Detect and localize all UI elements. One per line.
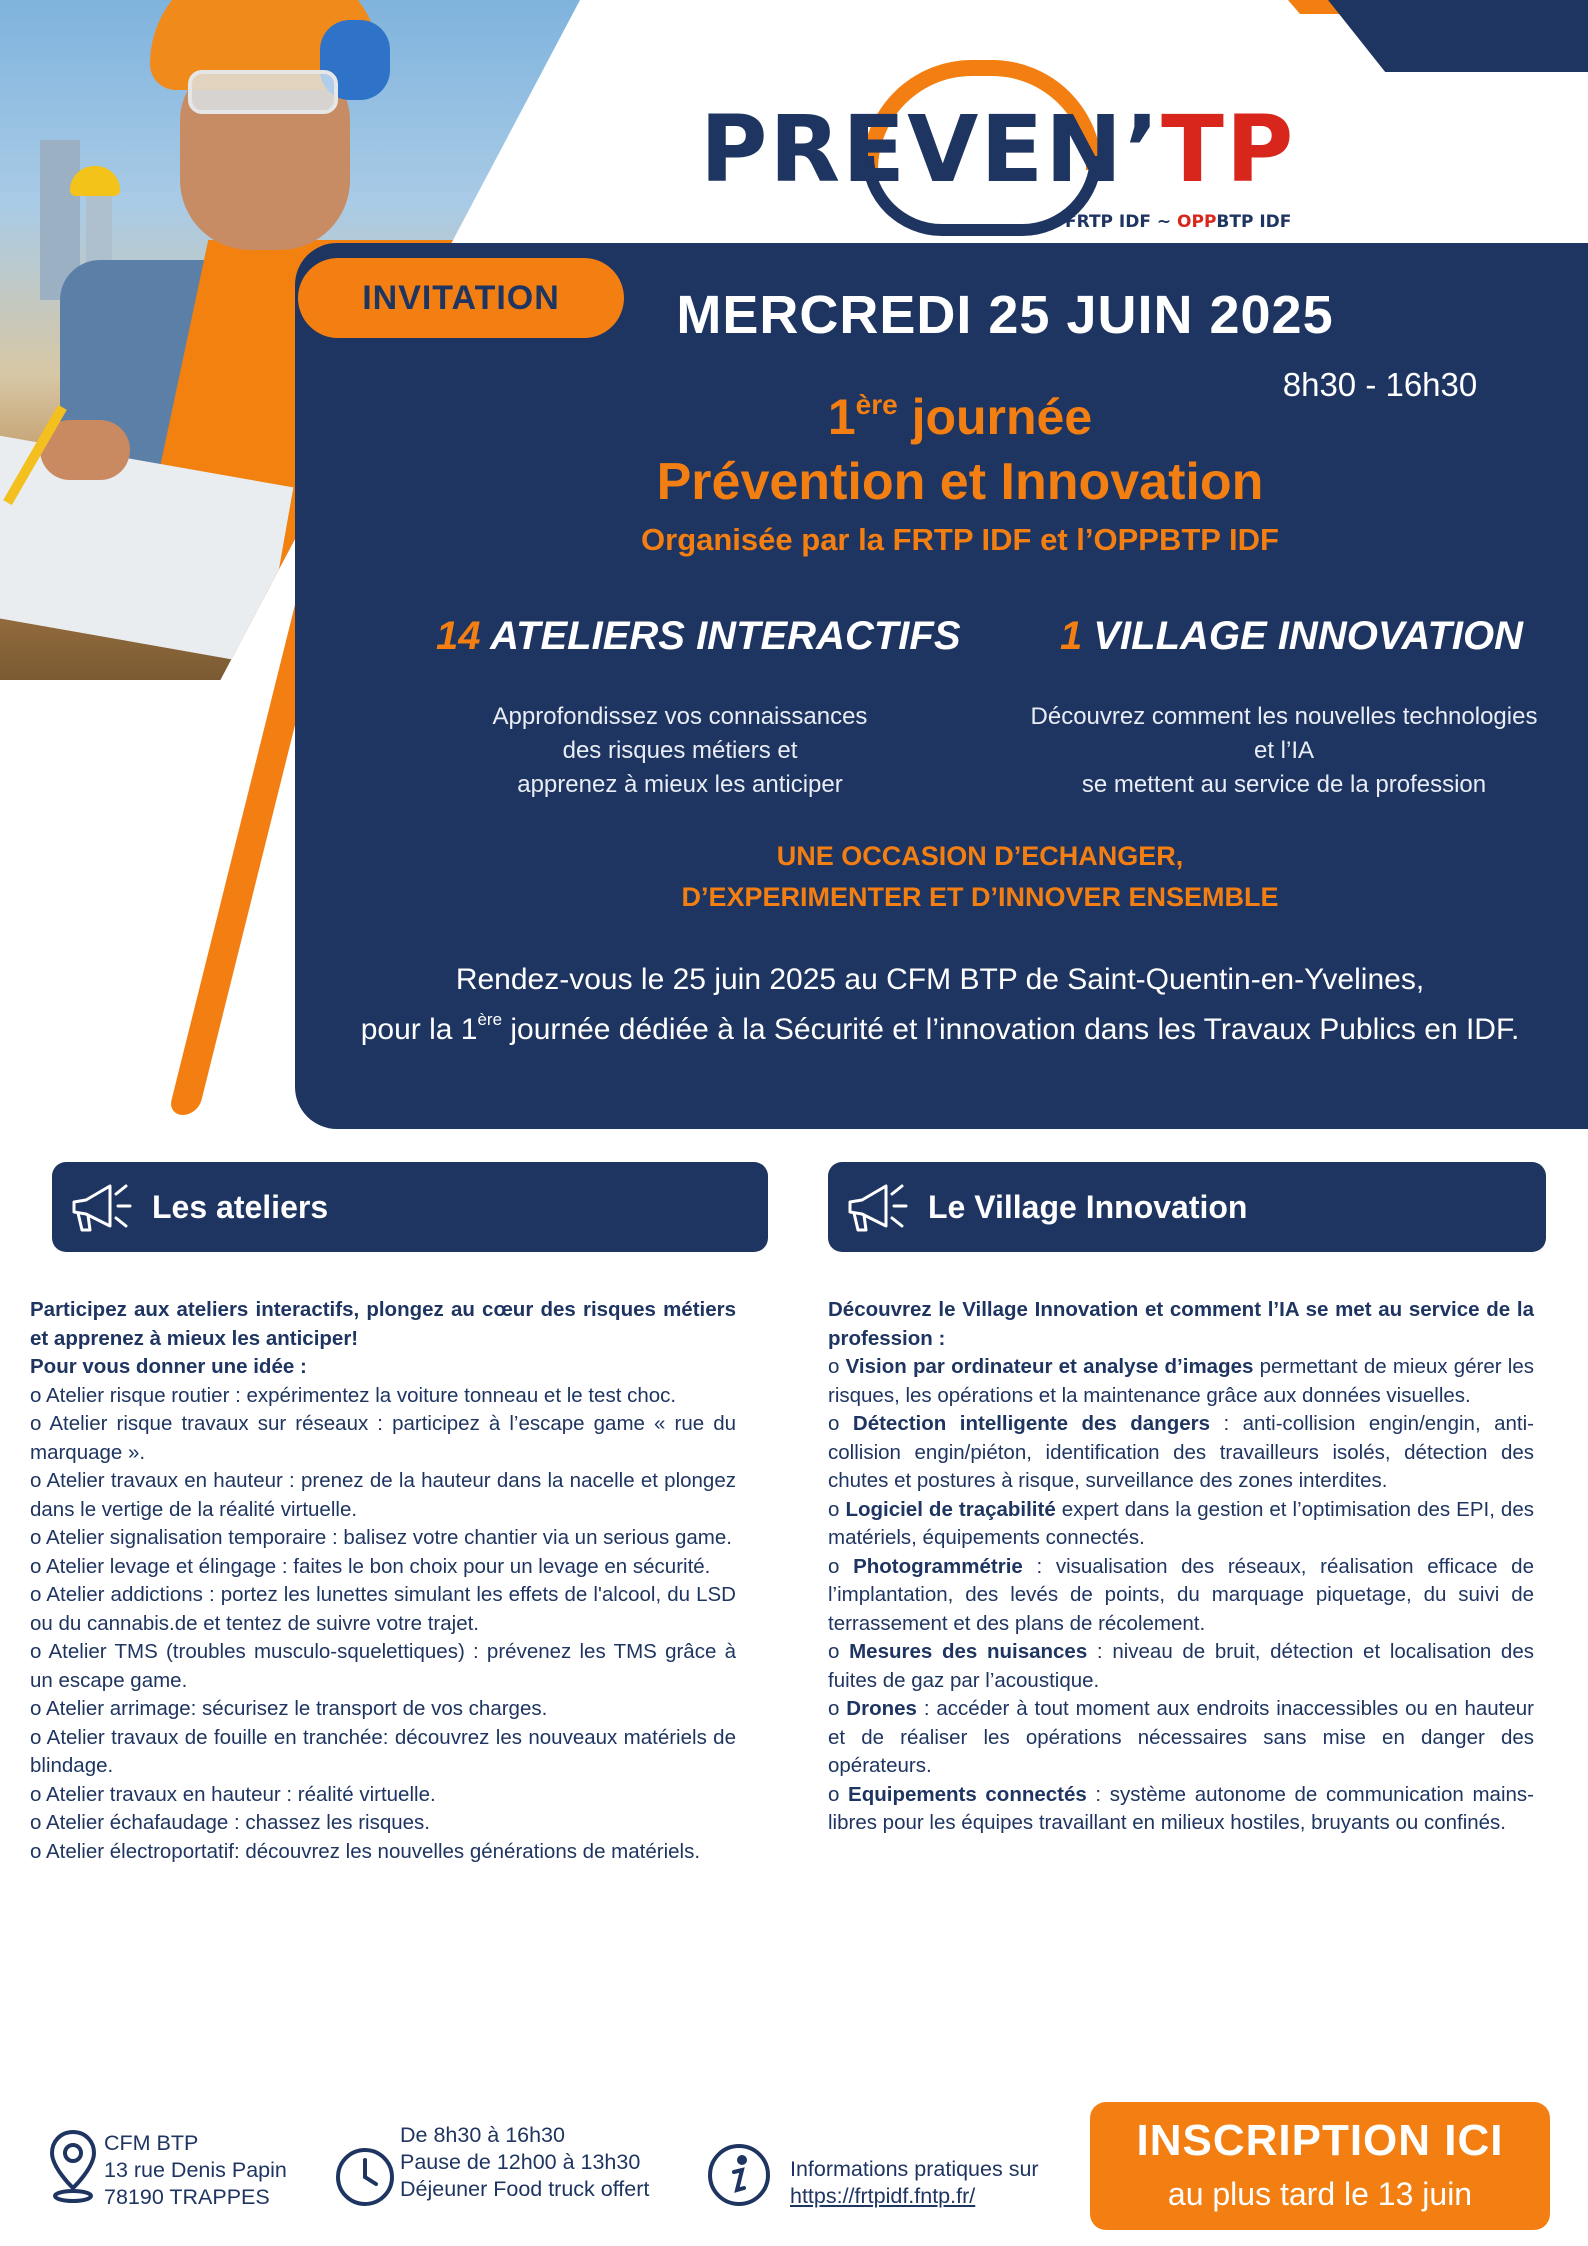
preventp-logo: PREVEN’TP FRTP IDF ~ OPPBTP IDF — [690, 60, 1310, 240]
list-item: o Photogrammétrie : visualisation des réseaux, réalisation efficace de l’implantation, des levés de points, du marquage piquetage, du suivi de terrassement et des plans de récolement. — [828, 1554, 1534, 1635]
list-item: o Atelier électroportatif: découvrez les nouvelles générations de matériels. — [30, 1839, 701, 1863]
event-organizers: Organisée par la FRTP IDF et l’OPPBTP IDF — [641, 522, 1279, 557]
location-pin-icon — [48, 2128, 98, 2204]
list-item: o Atelier échafaudage : chassez les risques. — [30, 1811, 430, 1834]
list-item: o Mesures des nuisances : niveau de bruit, détection et localisation des fuites de gaz par l’acoustique. — [828, 1640, 1534, 1692]
section-heading-ateliers-label: Les ateliers — [152, 1189, 329, 1225]
list-item: o Atelier addictions : portez les lunettes simulant les effets de l'alcool, du LSD ou du cannabis.de et tentez de suivre votre trajet. — [30, 1583, 736, 1635]
event-title-line2: Prévention et Innovation — [656, 453, 1264, 511]
rendezvous-text: Rendez-vous le 25 juin 2025 au CFM BTP de Saint-Quentin-en-Yvelines, pour la 1ère journée dédiée à la Sécurité et l’innovation dans les Travaux Publics en IDF. — [360, 963, 1520, 1046]
ateliers-idea-label: Pour vous donner une idée : — [30, 1355, 307, 1378]
list-item: o Atelier TMS (troubles musculo-squelettiques) : prévenez les TMS grâce à un escape game. — [30, 1640, 736, 1692]
ateliers-list — [30, 1296, 736, 1866]
list-item: o Atelier risque travaux sur réseaux : participez à l’escape game « rue du marquage ». — [30, 1412, 736, 1464]
list-item: o Atelier travaux en hauteur : prenez de la hauteur dans la nacelle et plongez dans le vertige de la réalité virtuelle. — [30, 1469, 736, 1521]
megaphone-icon — [842, 1176, 914, 1238]
clock-icon — [334, 2146, 396, 2208]
list-item: o Atelier levage et élingage : faites le bon choix pour un levage en sécurité. — [30, 1554, 711, 1578]
list-item: o Atelier arrimage: sécurisez le transport de vos charges. — [30, 1697, 548, 1720]
list-item: o Atelier travaux de fouille en tranchée: découvrez les nouveaux matériels de blindage. — [30, 1725, 736, 1777]
list-item: o Drones : accéder à tout moment aux endroits inaccessibles ou en hauteur et de réaliser les opérations nécessaires sans mise en danger des opérateurs. — [828, 1697, 1534, 1777]
section-heading-village-label: Le Village Innovation — [928, 1189, 1248, 1225]
event-hours: 8h30 - 16h30 — [1282, 366, 1478, 403]
inscription-deadline: au plus tard le 13 juin — [1167, 2176, 1473, 2212]
info-icon — [706, 2142, 772, 2208]
feature-ateliers-description: Approfondissez vos connaissances des risques métiers et apprenez à mieux les anticiper — [492, 703, 868, 798]
list-item: o Détection intelligente des dangers : anti-collision engin/engin, anti-collision engin/piéton, identification des travailleurs isolés, détection des chutes et postures à risque, surveillance des zones interdites. — [828, 1412, 1534, 1492]
list-item: o Logiciel de traçabilité expert dans la gestion et l’optimisation des EPI, des matériels, équipements connectés. — [828, 1497, 1534, 1549]
corner-navy-band — [1328, 0, 1588, 72]
feature-ateliers-heading: 14 ATELIERS INTERACTIFS — [436, 614, 961, 658]
event-date: MERCREDI 25 JUIN 2025 — [676, 285, 1334, 345]
section-heading-ateliers — [52, 1162, 768, 1252]
village-intro: Découvrez le Village Innovation et comment l’IA se met au service de la profession : — [828, 1298, 1534, 1350]
list-item: o Atelier risque routier : expérimentez la voiture tonneau et le test choc. — [30, 1383, 677, 1407]
footer-info: Informations pratiques sur https://frtpidf.fntp.fr/ — [790, 2157, 1039, 2208]
ateliers-intro: Participez aux ateliers interactifs, plongez au cœur des risques métiers et apprenez à mieux les anticiper! — [30, 1298, 736, 1350]
megaphone-icon — [66, 1176, 138, 1238]
village-list — [828, 1296, 1534, 1838]
list-item: o Atelier travaux en hauteur : réalité virtuelle. — [30, 1782, 436, 1806]
event-title-line1: 1ère journée — [827, 389, 1093, 445]
list-item: o Atelier signalisation temporaire : balisez votre chantier via un serious game. — [30, 1526, 732, 1549]
footer-schedule: De 8h30 à 16h30 Pause de 12h00 à 13h30 Déjeuner Food truck offert — [400, 2123, 650, 2201]
inscription-button-label: INSCRIPTION ICI — [1136, 2116, 1504, 2165]
feature-village-heading: 1 VILLAGE INNOVATION — [1060, 614, 1523, 658]
list-item: o Vision par ordinateur et analyse d’images permettant de mieux gérer les risques, les opérations et la maintenance grâce aux données visuelles. — [828, 1355, 1534, 1407]
occasion-tagline: UNE OCCASION D’ECHANGER, D’EXPERIMENTER ET D’INNOVER ENSEMBLE — [681, 841, 1279, 912]
info-website-link[interactable]: https://frtpidf.fntp.fr/ — [790, 2184, 976, 2208]
footer-address: CFM BTP 13 rue Denis Papin 78190 TRAPPES — [104, 2131, 287, 2209]
section-heading-village — [828, 1162, 1546, 1252]
inscription-button[interactable] — [1090, 2102, 1550, 2230]
invitation-badge: INVITATION — [298, 258, 624, 338]
list-item: o Equipements connectés : système autonome de communication mains-libres pour les équipes travaillant en milieux hostiles, bruyants ou confinés. — [828, 1782, 1534, 1834]
feature-village-description: Découvrez comment les nouvelles technologies et l’IA se mettent au service de la profession — [1030, 703, 1538, 798]
